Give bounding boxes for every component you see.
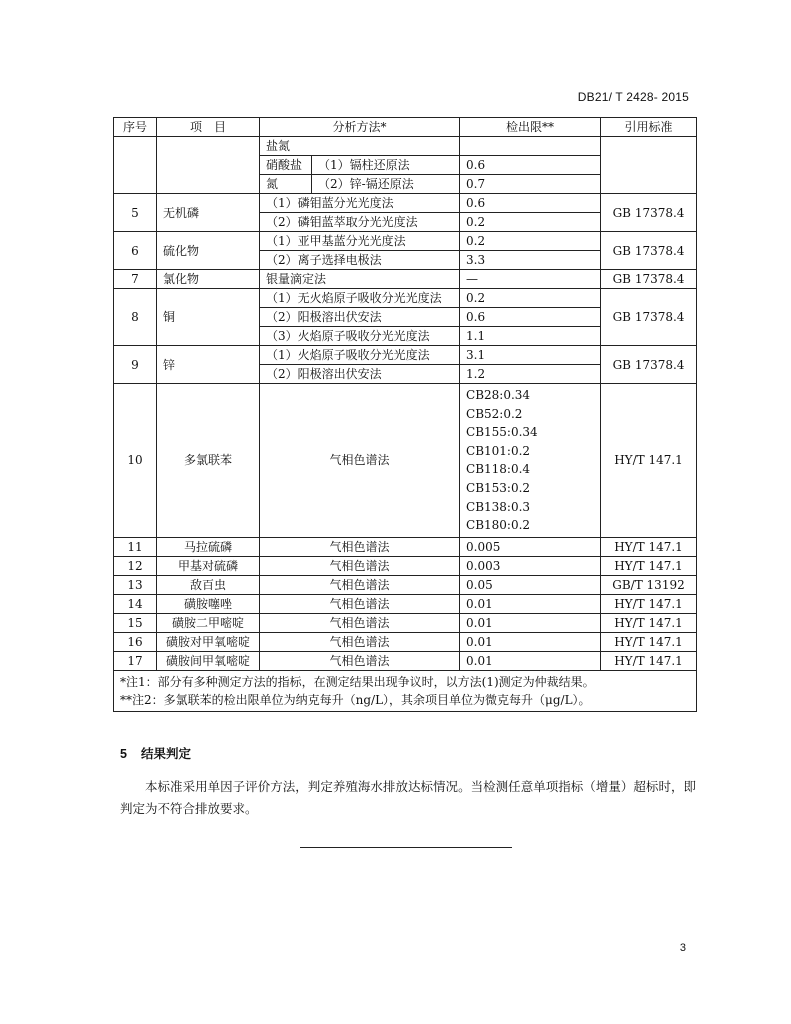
limit-cell: 0.01 (460, 632, 601, 651)
pcb-limit-list (460, 384, 601, 538)
limit-cell: 0.01 (460, 594, 601, 613)
limit-cell: 0.2 (460, 232, 601, 251)
table-row (114, 556, 697, 575)
standard-cell: GB 17378.4 (601, 194, 697, 232)
table-row (114, 651, 697, 670)
method-cell: （2）锌-镉还原法 (312, 175, 460, 194)
row-no: 15 (114, 613, 157, 632)
method-cell: 气相色谱法 (260, 594, 460, 613)
row-item: 磺胺对甲氧嘧啶 (157, 632, 260, 651)
table-notes-row (114, 670, 697, 711)
row-item: 锌 (157, 346, 260, 384)
row-no: 12 (114, 556, 157, 575)
table-row (114, 232, 697, 251)
standard-cell: GB 17378.4 (601, 346, 697, 384)
row-item: 氯化物 (157, 270, 260, 289)
pcb-limit: CB155:0.34 (466, 425, 538, 440)
table-header-row (114, 118, 697, 137)
note-2: **注2：多氯联苯的检出限单位为纳克每升（ng/L），其余项目单位为微克每升（μg/L）。 (120, 692, 591, 707)
table-row (114, 346, 697, 365)
limit-cell: 0.05 (460, 575, 601, 594)
method-cell: 气相色谱法 (260, 556, 460, 575)
row-no: 8 (114, 289, 157, 346)
row-item: 甲基对硫磷 (157, 556, 260, 575)
method-cell: （1）亚甲基蓝分光光度法 (260, 232, 460, 251)
row-no: 5 (114, 194, 157, 232)
table-row (114, 613, 697, 632)
limit-cell: 0.01 (460, 651, 601, 670)
method-cell: 气相色谱法 (260, 575, 460, 594)
method-cell: （2）离子选择电极法 (260, 251, 460, 270)
table-row (114, 384, 697, 538)
row-item: 硫化物 (157, 232, 260, 270)
standard-cell: HY/T 147.1 (601, 384, 697, 538)
limit-cell: 0.2 (460, 213, 601, 232)
section-title: 结果判定 (140, 747, 191, 761)
method-cell: 气相色谱法 (260, 613, 460, 632)
method-cell: （1）镉柱还原法 (312, 156, 460, 175)
standard-cell: HY/T 147.1 (601, 594, 697, 613)
header-item: 项 目 (157, 118, 260, 137)
pcb-limit: CB28:0.34 (466, 388, 531, 402)
row-no: 17 (114, 651, 157, 670)
standard-cell: HY/T 147.1 (601, 537, 697, 556)
pcb-limit: CB52:0.2 (466, 406, 523, 421)
method-cell: 气相色谱法 (260, 632, 460, 651)
table-row (114, 632, 697, 651)
standard-cell: HY/T 147.1 (601, 556, 697, 575)
row-item: 磺胺间甲氧嘧啶 (157, 651, 260, 670)
row-no: 6 (114, 232, 157, 270)
method-cell: （1）磷钼蓝分光光度法 (260, 194, 460, 213)
pcb-limit: CB153:0.2 (466, 480, 531, 495)
header-no: 序号 (114, 118, 157, 137)
table-row (114, 137, 697, 156)
table-row (114, 575, 697, 594)
method-cell: 银量滴定法 (260, 270, 460, 289)
header-limit: 检出限** (460, 118, 601, 137)
limit-cell: 3.1 (460, 346, 601, 365)
method-cell: 气相色谱法 (260, 651, 460, 670)
section-number: 5 (120, 747, 127, 761)
method-cell: （1）火焰原子吸收分光光度法 (260, 346, 460, 365)
document-code: DB21/ T 2428- 2015 (577, 90, 689, 104)
row-item: 无机磷 (157, 194, 260, 232)
standard-cell: GB 17378.4 (601, 232, 697, 270)
limit-cell: 0.005 (460, 537, 601, 556)
section-paragraph: 本标准采用单因子评价方法，判定养殖海水排放达标情况。当检测任意单项指标（增量）超标时，即判定为不符合排放要求。 (120, 779, 696, 816)
standard-cell: HY/T 147.1 (601, 651, 697, 670)
row-item: 多氯联苯 (157, 384, 260, 538)
pcb-limit: CB118:0.4 (466, 462, 531, 477)
note-1: *注1：部分有多种测定方法的指标，在测定结果出现争议时，以方法(1)测定为仲裁结果。 (120, 674, 595, 689)
table-notes (114, 670, 697, 711)
header-method: 分析方法* (260, 118, 460, 137)
row-no: 16 (114, 632, 157, 651)
table-row (114, 270, 697, 289)
table-row (114, 537, 697, 556)
method-cell: （2）阳极溶出伏安法 (260, 308, 460, 327)
row-no: 14 (114, 594, 157, 613)
standard-cell: GB 17378.4 (601, 289, 697, 346)
limit-cell: 1.1 (460, 327, 601, 346)
row-item: 磺胺二甲嘧啶 (157, 613, 260, 632)
method-cell: （1）无火焰原子吸收分光光度法 (260, 289, 460, 308)
standard-cell: HY/T 147.1 (601, 613, 697, 632)
limit-cell: 0.2 (460, 289, 601, 308)
method-cell: （3）火焰原子吸收分光光度法 (260, 327, 460, 346)
pcb-limit: CB180:0.2 (466, 518, 531, 533)
row-no: 7 (114, 270, 157, 289)
row-item: 铜 (157, 289, 260, 346)
limit-cell: 0.01 (460, 613, 601, 632)
method-cell: （2）磷钼蓝萃取分光光度法 (260, 213, 460, 232)
method-cell: （2）阳极溶出伏安法 (260, 365, 460, 384)
standard-cell: GB/T 13192 (601, 575, 697, 594)
section-heading (120, 744, 191, 762)
method-cell: 气相色谱法 (260, 537, 460, 556)
limit-cell: 0.6 (460, 308, 601, 327)
limit-cell: — (460, 270, 601, 289)
row-item: 敌百虫 (157, 575, 260, 594)
table-row (114, 194, 697, 213)
page-number: 3 (679, 942, 686, 954)
limit-cell: 3.3 (460, 251, 601, 270)
table-row (114, 289, 697, 308)
limit-cell: 0.6 (460, 156, 601, 175)
table-row (114, 594, 697, 613)
limit-cell: 0.6 (460, 194, 601, 213)
row-item: 磺胺噻唑 (157, 594, 260, 613)
row-item: 马拉硫磷 (157, 537, 260, 556)
analysis-methods-table (113, 117, 697, 712)
method-cell: 气相色谱法 (260, 384, 460, 538)
pcb-limit: CB138:0.3 (466, 499, 531, 514)
standard-cell: GB 17378.4 (601, 270, 697, 289)
end-rule (300, 847, 512, 848)
row-no: 9 (114, 346, 157, 384)
standard-cell: HY/T 147.1 (601, 632, 697, 651)
nitrogen-label-1: 盐氮 (260, 137, 460, 156)
limit-cell: 0.7 (460, 175, 601, 194)
nitrogen-label-3: 氮 (260, 175, 312, 194)
header-standard: 引用标准 (601, 118, 697, 137)
limit-cell: 1.2 (460, 365, 601, 384)
limit-cell: 0.003 (460, 556, 601, 575)
row-no: 11 (114, 537, 157, 556)
row-no: 10 (114, 384, 157, 538)
pcb-limit: CB101:0.2 (466, 443, 531, 458)
nitrogen-label-2: 硝酸盐 (260, 156, 312, 175)
row-no: 13 (114, 575, 157, 594)
